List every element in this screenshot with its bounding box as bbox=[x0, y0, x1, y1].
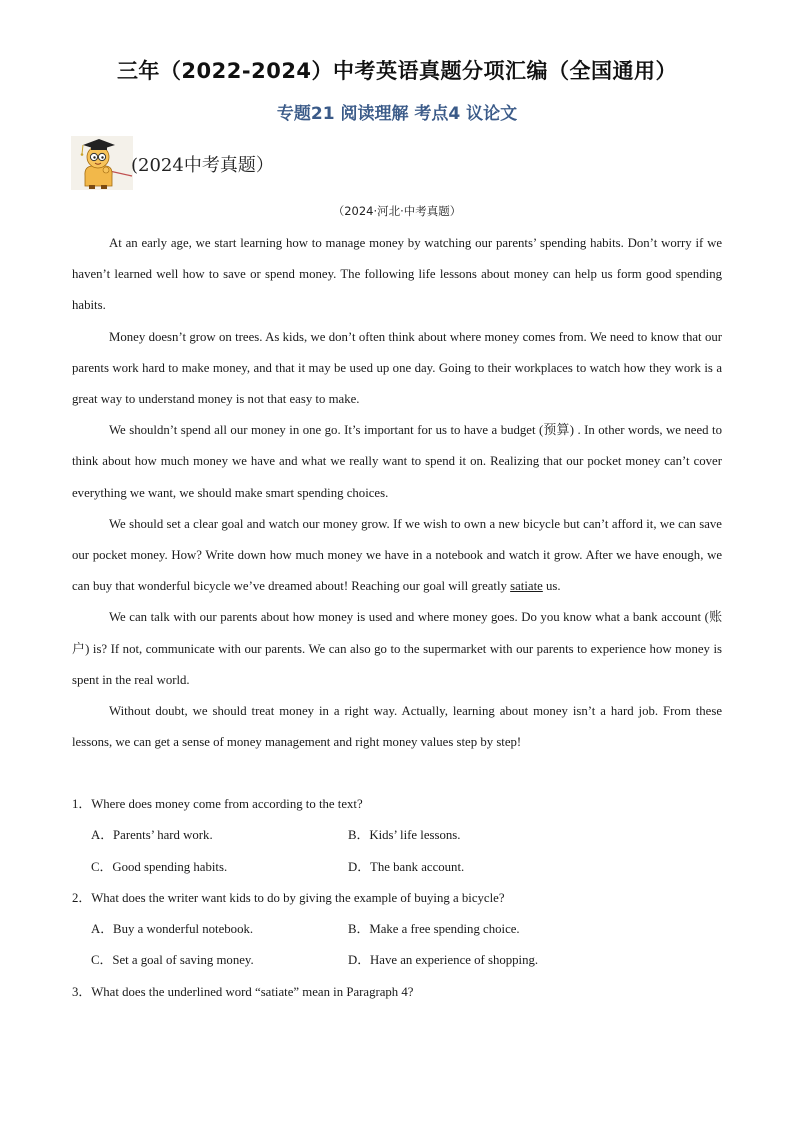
question-list bbox=[72, 789, 722, 1008]
option-d: D．The bank account. bbox=[348, 859, 465, 874]
question-stem: 1．Where does money come from according to the text? bbox=[72, 797, 363, 811]
question-source: （2024·河北·中考真题） bbox=[332, 204, 462, 218]
paragraph-1: At an early age, we start learning how to manage money by watching our parents’ spending habits. Don’t worry if we haven’t learned well how to save or spend money. The following life lessons about money can help us form good spending habits. bbox=[72, 236, 722, 313]
underlined-word-satiate: satiate bbox=[510, 579, 543, 594]
cartoon-scholar-icon bbox=[71, 136, 133, 190]
question-3 bbox=[72, 977, 722, 1008]
section-heading: (2024中考真题） bbox=[131, 155, 274, 176]
topic-subtitle: 专题21 阅读理解 考点4 议论文 bbox=[276, 104, 518, 124]
option-d: D．Have an experience of shopping. bbox=[348, 953, 539, 968]
paragraph-5: We can talk with our parents about how money is used and where money goes. Do you know what a bank account (账户) is? If not, communicate with our parents. We can also go to the supermarket with our parents to experience how money is spent in the real world. bbox=[72, 610, 722, 687]
reading-passage bbox=[72, 228, 722, 758]
option-row bbox=[72, 852, 722, 883]
option-b: B．Kids’ life lessons. bbox=[348, 828, 461, 843]
page-title: 三年（2022-2024）中考英语真题分项汇编（全国通用） bbox=[116, 59, 678, 83]
option-row bbox=[72, 945, 722, 976]
option-a: A．Buy a wonderful notebook. bbox=[91, 922, 254, 937]
option-c: C．Good spending habits. bbox=[91, 859, 228, 874]
paragraph-6: Without doubt, we should treat money in a right way. Actually, learning about money isn’t a hard job. From these lessons, we can get a sense of money management and right money values step by step! bbox=[72, 704, 722, 750]
question-1 bbox=[72, 789, 722, 883]
paragraph-4-text-after: us. bbox=[542, 579, 561, 594]
paragraph-2: Money doesn’t grow on trees. As kids, we don’t often think about where money comes from. We need to know that our parents work hard to make money, and that it may be used up one day. Going to their workplaces to watch how they work is a great way to understand money is not that easy to make. bbox=[72, 329, 722, 407]
option-row bbox=[72, 820, 722, 851]
question-stem: 2．What does the writer want kids to do by giving the example of buying a bicycle? bbox=[72, 890, 505, 905]
paragraph-4-text-before: We should set a clear goal and watch our money grow. If we wish to own a new bicycle but can’t afford it, we can save our pocket money. How? Write down how much money we have in a notebook and watch it grow. After we have enough, we can buy that wonderful bicycle we’ve dreamed about! Reaching our goal will greatly bbox=[72, 516, 722, 594]
question-stem: 3．What does the underlined word “satiate” mean in Paragraph 4? bbox=[72, 984, 414, 999]
option-b: B．Make a free spending choice. bbox=[348, 922, 520, 937]
question-2 bbox=[72, 883, 722, 977]
option-c: C．Set a goal of saving money. bbox=[91, 953, 254, 968]
paragraph-3: We shouldn’t spend all our money in one go. It’s important for us to have a budget (预算) . In other words, we need to think about how much money we have and what we really want to spend it on. Realizing that our pocket money can’t cover everything we want, we should make smart spending choices. bbox=[72, 423, 722, 500]
option-a: A．Parents’ hard work. bbox=[91, 828, 213, 843]
option-row bbox=[72, 914, 722, 945]
paragraph-4 bbox=[72, 509, 722, 603]
